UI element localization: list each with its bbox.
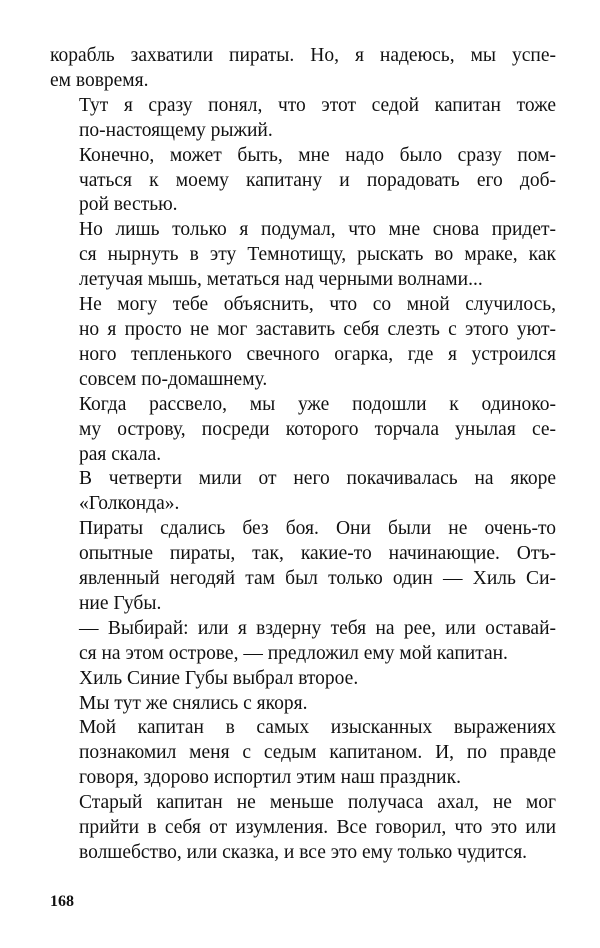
text-line: по-настоящему рыжий. <box>79 119 273 141</box>
paragraph <box>50 467 556 517</box>
text-line: ся на этом острове, — предложил ему мой капитан. <box>79 642 508 664</box>
paragraph <box>50 44 556 94</box>
text-line: ние Губы. <box>79 592 162 614</box>
text-line: ем вовремя. <box>50 69 149 91</box>
text-line: рой вестью. <box>79 194 178 216</box>
text-line: «Голконда». <box>79 493 180 515</box>
text-line: познакомил меня с седым капитаном. И, по правде <box>79 742 556 764</box>
paragraph <box>50 393 556 468</box>
text-line: чаться к моему капитану и порадовать его доб- <box>79 169 556 191</box>
page-number: 168 <box>50 893 74 910</box>
text-line: Хиль Синие Губы выбрал второе. <box>79 667 359 689</box>
text-line: Но лишь только я подумал, что мне снова придет- <box>79 219 556 241</box>
text-line: Не могу тебе объяснить, что со мной случилось, <box>79 294 556 316</box>
paragraph <box>50 667 556 692</box>
text-line: волшебство, или сказка, и все это ему только чудится. <box>79 842 528 863</box>
paragraph <box>50 144 556 219</box>
book-page-text <box>50 44 556 866</box>
text-line: прийти в себя от изумления. Все говорил, что это или <box>79 817 556 839</box>
text-line: Тут я сразу понял, что этот седой капитан тоже <box>79 94 556 116</box>
text-line: — Выбирай: или я вздерну тебя на рее, или оставай- <box>79 617 556 639</box>
paragraph <box>50 617 556 667</box>
text-line: явленный негодяй там был только один — Хиль Си- <box>79 568 556 590</box>
paragraph <box>50 716 556 791</box>
paragraph <box>50 791 556 866</box>
paragraph <box>50 517 556 617</box>
paragraph <box>50 692 556 717</box>
paragraph <box>50 293 556 393</box>
text-line: корабль захватили пираты. Но, я надеюсь, мы успе- <box>50 45 556 66</box>
text-line: рая скала. <box>79 443 162 465</box>
text-line: ся нырнуть в эту Темнотищу, рыскать во мраке, как <box>79 244 556 266</box>
text-line: Мой капитан в самых изысканных выражениях <box>79 717 556 739</box>
text-line: говоря, здорово испортил этим наш праздник. <box>79 767 461 789</box>
text-line: Конечно, может быть, мне надо было сразу пом- <box>79 144 556 166</box>
text-line: Когда рассвело, мы уже подошли к одиноко- <box>79 393 556 415</box>
text-line: ного тепленького свечного огарка, где я устроился <box>79 343 556 365</box>
text-line: Мы тут же снялись с якоря. <box>79 692 308 714</box>
text-line: но я просто не мог заставить себя слезть с этого уют- <box>79 318 556 340</box>
text-line: му острову, посреди которого торчала унылая се- <box>79 418 556 440</box>
paragraph <box>50 218 556 293</box>
text-line: В четверти мили от него покачивалась на якоре <box>79 468 556 490</box>
paragraph <box>50 94 556 144</box>
text-line: Старый капитан не меньше получаса ахал, не мог <box>79 792 556 814</box>
text-line: опытные пираты, так, какие-то начинающие. Отъ- <box>79 543 556 565</box>
text-line: Пираты сдались без боя. Они были не очень-то <box>79 518 556 540</box>
text-line: совсем по-домашнему. <box>79 368 268 390</box>
text-line: летучая мышь, метаться над черными волнами... <box>79 269 483 291</box>
